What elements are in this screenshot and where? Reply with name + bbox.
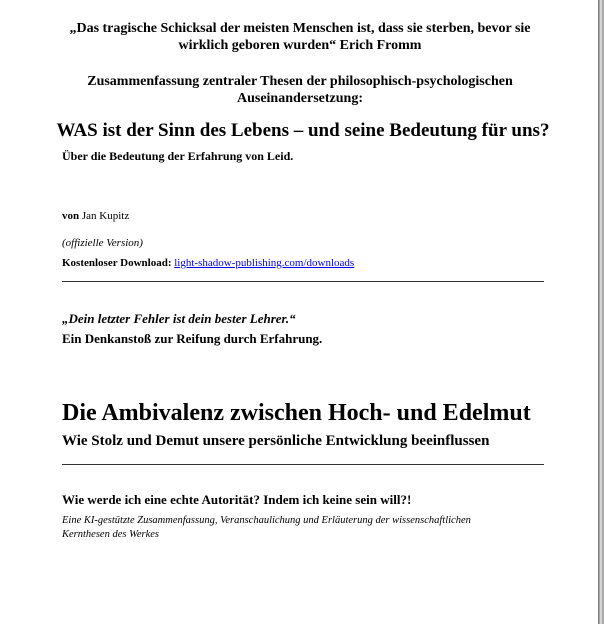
version-note: (offizielle Version) xyxy=(62,237,143,249)
ambivalence-heading: Die Ambivalenz zwischen Hoch- und Edelmut xyxy=(62,400,531,426)
sub-question: Über die Bedeutung der Erfahrung von Leid. xyxy=(62,149,294,163)
fromm-quote-line-2: wirklich geboren wurden“ Erich Fromm xyxy=(178,38,422,53)
author-prefix: von xyxy=(62,210,80,222)
impulse-line: Ein Denkanstoß zur Reifung durch Erfahrung. xyxy=(62,331,323,346)
authority-question: Wie werde ich eine echte Autorität? Indem ich keine sein will?! xyxy=(62,492,412,507)
ai-summary-note-line-2: Kernthesen des Werkes xyxy=(62,529,160,540)
download-label: Kostenloser Download: xyxy=(62,257,172,269)
page-edge-scrollbar xyxy=(598,0,604,624)
fromm-quote-line-1: „Das tragische Schicksal der meisten Menschen ist, dass sie sterben, bevor sie xyxy=(69,21,531,36)
summary-title-line-2: Auseinandersetzung: xyxy=(236,91,363,106)
summary-title-line-1: Zusammenfassung zentraler Thesen der philosophisch-psychologischen xyxy=(87,74,513,89)
mistake-quote: „Dein letzter Fehler ist dein bester Lehrer.“ xyxy=(62,311,296,326)
divider-2 xyxy=(62,464,544,465)
ambivalence-subheading: Wie Stolz und Demut unsere persönliche Entwicklung beeinflussen xyxy=(62,433,490,449)
author-name: Jan Kupitz xyxy=(79,210,130,222)
fromm-quote xyxy=(40,20,560,54)
divider-1 xyxy=(62,281,544,282)
main-question-heading: WAS ist der Sinn des Lebens – und seine Bedeutung für uns? xyxy=(56,120,550,141)
download-line xyxy=(62,256,562,270)
summary-title xyxy=(40,73,560,107)
ai-summary-note xyxy=(62,514,542,542)
author-line xyxy=(62,209,562,223)
ai-summary-note-line-1: Eine KI-gestützte Zusammenfassung, Veranschaulichung und Erläuterung der wissenschaftlichen xyxy=(62,515,471,526)
download-link[interactable]: light-shadow-publishing.com/downloads xyxy=(174,257,355,269)
